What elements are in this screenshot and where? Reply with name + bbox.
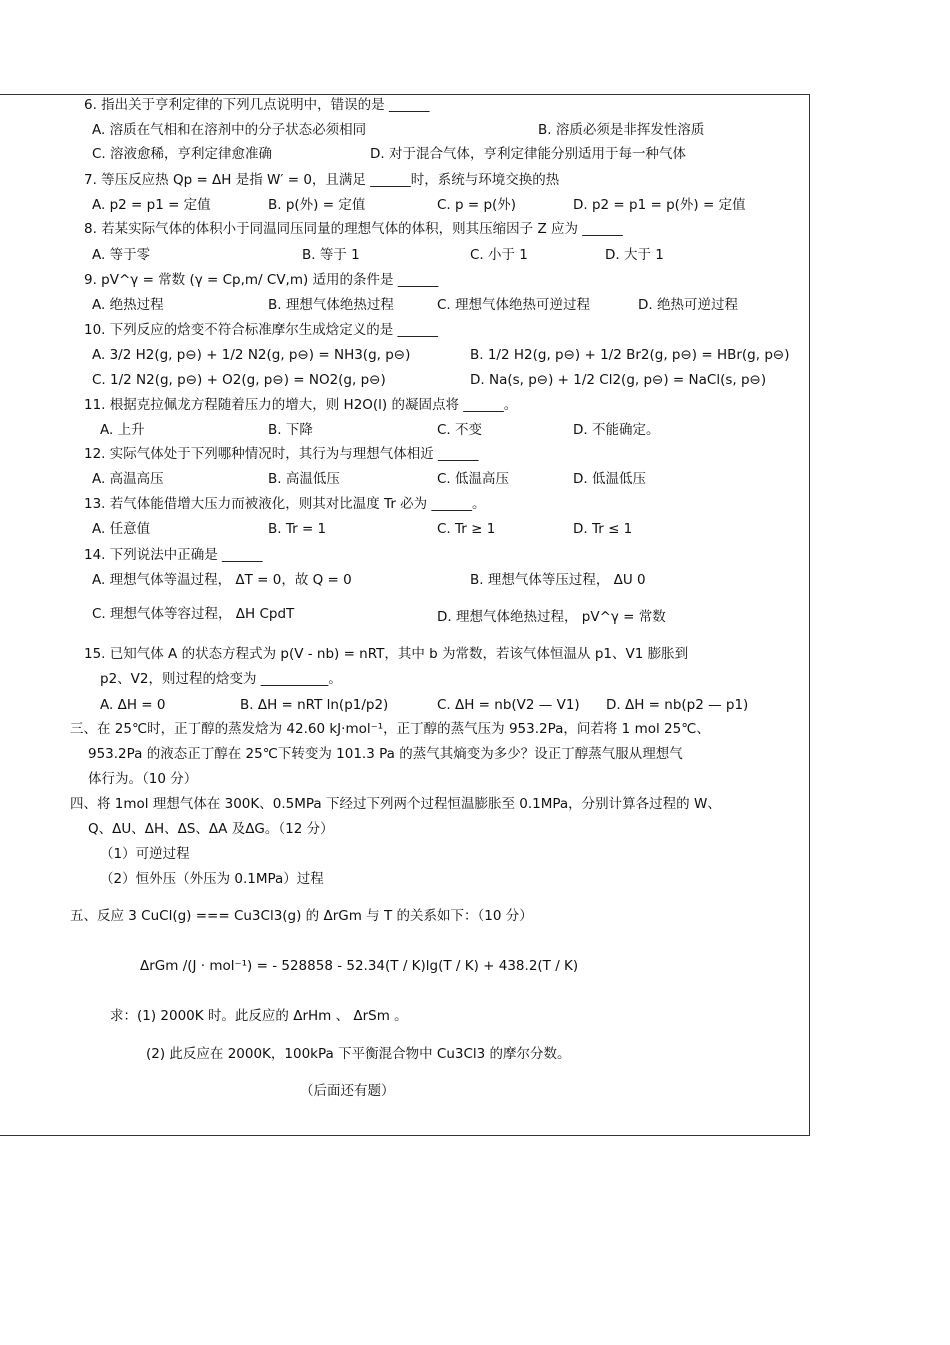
question-10-option-a: A. 3/2 H2(g, p⊖) + 1/2 N2(g, p⊖) = NH3(g, p⊖)	[92, 347, 411, 363]
question-11-option-a: A. 上升	[100, 422, 145, 438]
section-3-line-2: 953.2Pa 的液态正丁醇在 25℃下转变为 101.3 Pa 的蒸气其熵变为多少？设正丁醇蒸气服从理想气	[88, 746, 683, 762]
question-8-option-d: D. 大于 1	[605, 247, 664, 263]
question-6-option-d: D. 对于混合气体，亨利定律能分别适用于每一种气体	[370, 146, 686, 162]
question-14-option-d: D. 理想气体绝热过程， pV^γ = 常数	[437, 609, 666, 625]
question-11-option-d: D. 不能确定。	[573, 422, 660, 438]
question-13-option-b: B. Tr = 1	[268, 521, 327, 537]
question-7-option-a: A. p2 = p1 = 定值	[92, 197, 211, 213]
section-4-line-2: Q、ΔU、ΔH、ΔS、ΔA 及ΔG。（12 分）	[88, 821, 334, 837]
question-10-stem: 10. 下列反应的焓变不符合标准摩尔生成焓定义的是 ______	[84, 322, 439, 338]
question-8-option-b: B. 等于 1	[302, 247, 360, 263]
question-7-option-b: B. p(外) = 定值	[268, 197, 366, 213]
question-11-option-c: C. 不变	[437, 422, 483, 438]
section-3-line-1: 三、在 25℃时，正丁醇的蒸发焓为 42.60 kJ·mol⁻¹，正丁醇的蒸气压为 953.2Pa，问若将 1 mol 25℃、	[70, 721, 710, 737]
continued-footer: （后面还有题）	[300, 1083, 395, 1099]
section-4-line-1: 四、将 1mol 理想气体在 300K、0.5MPa 下经过下列两个过程恒温膨胀至 0.1MPa，分别计算各过程的 W、	[70, 796, 721, 812]
question-8-stem: 8. 若某实际气体的体积小于同温同压同量的理想气体的体积，则其压缩因子 Z 应为 ______	[84, 221, 623, 237]
question-15-line-2: p2、V2，则过程的焓变为 __________。	[100, 671, 342, 687]
question-12-stem: 12. 实际气体处于下列哪种情况时，其行为与理想气体相近 ______	[84, 446, 479, 462]
question-6-option-a: A. 溶质在气相和在溶剂中的分子状态必须相同	[92, 122, 367, 138]
section-5-ask-2: (2) 此反应在 2000K，100kPa 下平衡混合物中 Cu3Cl3 的摩尔分数。	[146, 1046, 571, 1062]
question-13-option-d: D. Tr ≤ 1	[573, 521, 633, 537]
section-5-equation: ΔrGm /(J · mol⁻¹) = - 528858 - 52.34(T / K)lg(T / K) + 438.2(T / K)	[140, 958, 579, 974]
question-13-option-a: A. 任意值	[92, 521, 151, 537]
section-4-item-2: （2）恒外压（外压为 0.1MPa）过程	[100, 871, 324, 887]
question-9-option-a: A. 绝热过程	[92, 297, 164, 313]
question-7-option-c: C. p = p(外)	[437, 197, 517, 213]
question-6-option-b: B. 溶质必须是非挥发性溶质	[538, 122, 705, 138]
question-7-stem: 7. 等压反应热 Qp = ΔH 是指 W′ = 0，且满足 ______时，系统与环境交换的热	[84, 172, 560, 188]
question-15-option-a: A. ΔH = 0	[100, 697, 166, 713]
question-10-option-b: B. 1/2 H2(g, p⊖) + 1/2 Br2(g, p⊖) = HBr(g, p⊖)	[470, 347, 790, 363]
question-14-stem: 14. 下列说法中正确是 ______	[84, 547, 263, 563]
question-9-stem: 9. pV^γ = 常数 (γ = Cp,m/ CV,m) 适用的条件是 ______	[84, 272, 439, 288]
question-15-option-c: C. ΔH = nb(V2 — V1)	[437, 697, 580, 713]
question-13-stem: 13. 若气体能借增大压力而被液化，则其对比温度 Tr 必为 ______。	[84, 496, 486, 512]
question-6-option-c: C. 溶液愈稀，亨利定律愈准确	[92, 146, 273, 162]
question-8-option-c: C. 小于 1	[470, 247, 528, 263]
question-10-option-d: D. Na(s, p⊖) + 1/2 Cl2(g, p⊖) = NaCl(s, p⊖)	[470, 372, 767, 388]
question-15-option-b: B. ΔH = nRT ln(p1/p2)	[240, 697, 389, 713]
question-11-option-b: B. 下降	[268, 422, 313, 438]
question-10-option-c: C. 1/2 N2(g, p⊖) + O2(g, p⊖) = NO2(g, p⊖)	[92, 372, 386, 388]
question-14-option-a: A. 理想气体等温过程， ΔT = 0，故 Q = 0	[92, 572, 352, 588]
question-15-option-d: D. ΔH = nb(p2 — p1)	[606, 697, 749, 713]
section-3-line-3: 体行为。（10 分）	[88, 771, 198, 787]
question-7-option-d: D. p2 = p1 = p(外) = 定值	[573, 197, 746, 213]
question-11-stem: 11. 根据克拉佩龙方程随着压力的增大，则 H2O(l) 的凝固点将 ______。	[84, 397, 518, 413]
question-6-stem: 6. 指出关于亨利定律的下列几点说明中，错误的是 ______	[84, 97, 430, 113]
question-8-option-a: A. 等于零	[92, 247, 151, 263]
question-12-option-d: D. 低温低压	[573, 471, 646, 487]
question-14-option-c: C. 理想气体等容过程， ΔH CpdT	[92, 606, 295, 622]
section-5-line-1: 五、反应 3 CuCl(g) === Cu3Cl3(g) 的 ΔrGm 与 T 的关系如下：（10 分）	[70, 908, 533, 924]
question-15-line-1: 15. 已知气体 A 的状态方程式为 p(V - nb) = nRT，其中 b 为常数，若该气体恒温从 p1、V1 膨胀到	[84, 646, 689, 662]
question-12-option-b: B. 高温低压	[268, 471, 340, 487]
question-9-option-d: D. 绝热可逆过程	[638, 297, 738, 313]
question-13-option-c: C. Tr ≥ 1	[437, 521, 496, 537]
question-9-option-b: B. 理想气体绝热过程	[268, 297, 394, 313]
section-4-item-1: （1）可逆过程	[100, 846, 190, 862]
section-5-ask-1: 求：(1) 2000K 时。此反应的 ΔrHm 、 ΔrSm 。	[110, 1008, 408, 1024]
question-9-option-c: C. 理想气体绝热可逆过程	[437, 297, 591, 313]
question-12-option-c: C. 低温高压	[437, 471, 510, 487]
question-14-option-b: B. 理想气体等压过程， ΔU 0	[470, 572, 646, 588]
question-12-option-a: A. 高温高压	[92, 471, 164, 487]
